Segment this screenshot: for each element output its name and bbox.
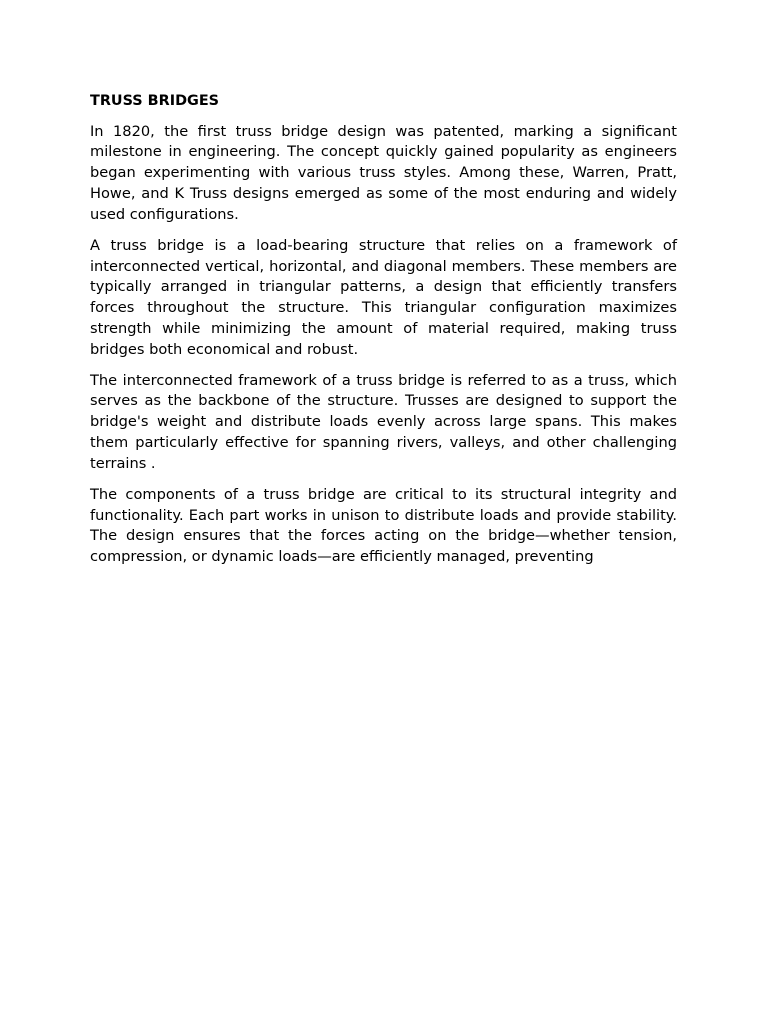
document-title: TRUSS BRIDGES xyxy=(90,93,220,109)
document-body xyxy=(90,91,677,578)
paragraph-2: A truss bridge is a load-bearing structure that relies on a framework of interconnected vertical, horizontal, and diagonal members. These members are typically arranged in triangular patterns, a design that efficiently transfers forces throughout the structure. This triangular configuration maximizes strength while minimizing the amount of material required, making truss bridges both economical and robust. xyxy=(90,236,677,358)
paragraph-4: The components of a truss bridge are critical to its structural integrity and functionality. Each part works in unison to distribute loads and provide stability. The design ensures that the forces acting on the bridge—whether tension, compression, or dynamic loads—are efficiently managed, preventing xyxy=(90,485,677,566)
paragraph-1: In 1820, the first truss bridge design was patented, marking a significant milestone in engineering. The concept quickly gained popularity as engineers began experimenting with various truss styles. Among these, Warren, Pratt, Howe, and K Truss designs emerged as some of the most enduring and widely used configurations. xyxy=(90,122,677,223)
paragraph-3: The interconnected framework of a truss bridge is referred to as a truss, which serves as the backbone of the structure. Trusses are designed to support the bridge's weight and distribute loads evenly across large spans. This makes them particularly effective for spanning rivers, valleys, and other challenging terrains . xyxy=(90,371,677,472)
